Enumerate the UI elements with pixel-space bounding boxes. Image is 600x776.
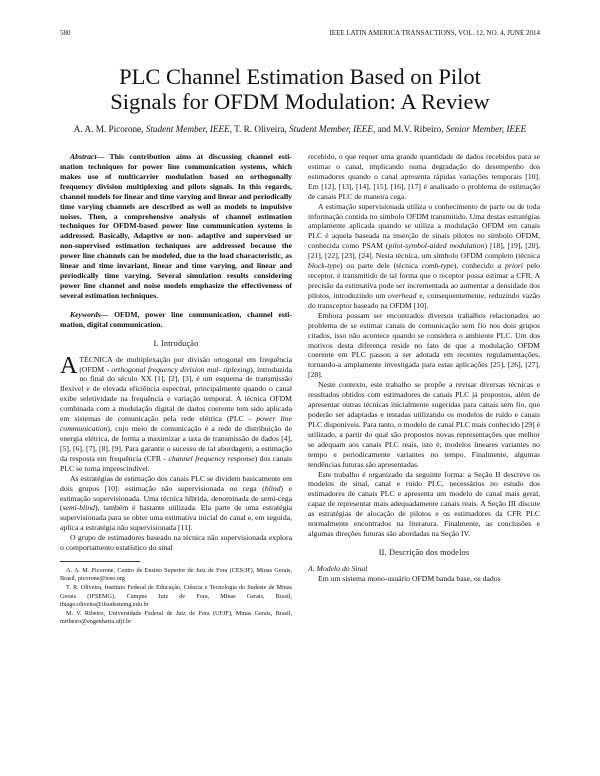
footnote-2: T. R. Oliveira, Instituto Federal de Educação, Ciência e Tecnologia do Sudeste de Minas Gerais (IFSEMG), Campus Juiz de Fora, Minas Gerais, Brasil, thiago.oliveira@ifsudestemg.edu.br xyxy=(60,584,292,608)
abstract xyxy=(60,152,292,301)
paper-title xyxy=(60,64,540,114)
right-paragraph-6: Em um sistema mono-usuário OFDM banda base, os dados xyxy=(318,573,501,583)
italic-term: orthogonal frequency division mul- tiplexing xyxy=(111,364,251,374)
abstract-label: Abstract xyxy=(70,152,97,161)
author-list xyxy=(60,123,540,135)
intro-paragraph-3: O grupo de estimadores baseado na técnica não supervisionada explora o comportamento estatístico do sinal xyxy=(60,533,292,553)
right-paragraph-1: recebido, o que requer uma grande quantidade de dados recebidos para se estimar o canal, implicando numa degradação do desempenho dos estimadores quando o canal apresenta rápidas variações temporais [10]. Em [12], [13], [14], [15], [16], [17] é analisado o problema de estimação de canais PLC de maneira cega. xyxy=(308,152,540,201)
left-column xyxy=(60,152,292,627)
text-run: pelo receptor, é transmitido de tal forma que o receptor possa estimar a CFR. A precisão da estimativa pode ser incrementada ao aumentar a densidade dos pilotos, introduzindo um xyxy=(308,261,540,300)
author-2: , T. R. Oliveira, xyxy=(229,124,287,134)
author-2-role: Student Member, IEEE, xyxy=(289,124,376,134)
text-run: ) dos canais PLC se torna imprescindível. xyxy=(60,453,292,473)
abstract-text: — This contribution aims at discussing channel esti- mation techniques for power line communication systems, which makes use of multicarrier modulation based on orthogonally frequency division multiplexing and pilots signals. In this regards, channel models for linear and time varying and linear and periodically time varying channels are described as well as models to impulsive noises. Then, a comprehensive analysis of channel estimation techniques for OFDM-based power line communication systems is addressed. Basically, Adaptive or non- adaptive and supervised or non-supervised estimation techniques are addressed because the power line channels can be modeled, due to the load characteristic, as linear and time invariant, linear and time varying, and linear and periodically time varying. Several simulation results considering power line channel and noise models emphasize the effectiveness of several estimation techniques. xyxy=(60,152,292,300)
intro-paragraph-1 xyxy=(60,352,292,474)
section-title-models: II. Descrição dos modelos xyxy=(378,547,470,557)
text-run: TÉCNICA de multiplexação por divisão ortogonal em frequência (OFDM - xyxy=(79,354,292,374)
right-paragraph-3: Embora possam ser encontrados diversos trabalhos relacionados ao problema de se estimar canais de comunicação sem fio nos dois grupos citados, isso não acontece quando se considera o ambiente PLC. Um dos motivos desta diferença reside no fato de que a modulação OFDM coerente em PLC passou a ser adotada em recentes regulamentações, tornando-a amplamente investigada para estas aplicações [25], [26], [27], [28]. xyxy=(308,310,540,380)
author-1: A. A. M. Picorone, xyxy=(73,124,144,134)
italic-term: comb-type xyxy=(421,261,454,271)
text-run: ) [18], [19], [20], [21], [22], [23], [24]. Nesta técnica, um símbolo OFDM completo (técnica xyxy=(308,241,540,261)
footnote-3: M. V. Ribeiro, Universidade Federal de Juiz de Fora (UFJF), Minas Gerais, Brasil, mribeiro@engenharia.ufjf.br xyxy=(60,610,292,626)
right-paragraph-5: Este trabalho é organizado da seguinte forma: a Seção II descreve os modelos de sinal, canal e ruído PLC, necessários no estudo dos estimadores de canais PLC e apresenta um modelo de canal mais geral, capaz de representar mais adequadamente canais reais. A Seção III discute as estratégias de alocação de pilotos e os estimadores da CFR PLC normalmente encontrados na literatura. Finalmente, as conclusões e algumas direções futuras são abordadas na Seção IV. xyxy=(308,469,540,539)
text-run: ) ou parte dele (técnica xyxy=(340,261,422,271)
keywords-label: Keywords xyxy=(70,309,101,319)
right-paragraph-2 xyxy=(308,202,540,311)
footnote-rule xyxy=(60,561,140,562)
italic-term: block-type xyxy=(308,261,341,271)
text-run: A estimação supervisionada utiliza o conhecimento de parte ou de toda informação contida no símbolo OFDM transmitido. Uma destas estratégias amplamente aplicada quando se utiliza a modulação OFDM em canais PLC é aquela baseada na inserção de sinais pilotos no símbolo OFDM, conhecida como PSAM ( xyxy=(308,201,540,251)
italic-term: a priori xyxy=(497,261,523,271)
author-3-role: Senior Member, IEEE xyxy=(445,124,527,134)
right-column xyxy=(308,152,540,584)
section-title-introduction: I. Introdução xyxy=(153,338,199,348)
text-run: e, consequentemente, reduzindo vazão do transceptor baseado na OFDM [10]. xyxy=(308,290,540,310)
right-paragraph-4: Neste contexto, este trabalho se propõe a revisar diversas técnicas e resultados obtidos com estimadores de canais PLC já propostos, além de apresentar outras técnicas inicialmente sugeridas para canais sem fio, que poderão ser adaptadas e testadas utilizando os modelos de ruído e canais PLC disponíveis. Para tanto, o modelo de canal PLC mais conhecido [29] é utilizado, a partir do qual são propostos novas representações que melhor se adequam aos canais PLC reais, isto é, modelos lineares variantes no tempo e periodicamente variantes no tempo. Finalmente, algumas tendências futuras são apresentadas. xyxy=(308,380,540,469)
italic-term: overhead xyxy=(388,290,417,300)
subsection-title-signal-model: A. Modelo do Sinal xyxy=(308,563,368,573)
italic-term: power line communication xyxy=(60,414,292,434)
intro-paragraph-2 xyxy=(60,474,292,534)
text-run: ) e estimação supervisionada. Uma técnica híbrida, denominada de semi-cega ( xyxy=(60,483,292,513)
text-run: ), cujo meio de comunicação é a rede de distribuição de energia elétrica, de forma a maximizar a taxa de transmissão de dados [4], [5], [6], [7], [8], [9]. Para garantir o sucesso de tal abordagem, a estimação da resposta em frequência (CFR - xyxy=(60,424,292,463)
text-run: As estratégias de estimação dos canais PLC se dividem basicamente em dois grupos [10]: estimação não supervisionada ou cega ( xyxy=(60,473,292,493)
text-run: ), também é bastante utilizada. Ela parte de uma estratégia supervisionada para se obter uma estimativa inicial do canal e, em seguida, aplica a estratégia não supervisionada [11]. xyxy=(60,503,292,533)
text-run: ), introduzida no final do século XX [1], [2], [3], é um esquema de transmissão flexível e de elevada eficiência espectral, principalmente quando o canal exibe seletividade na frequência e variação temporal. A técnica OFDM combinada com a modulação digital de dados coerente tem sido aplicada em sistemas de comunicação pela rede elétrica (PLC - xyxy=(60,364,292,424)
footnote-1: A. A. M. Picorone, Centro de Ensino Superior de Juiz de Fora (CES/JF), Minas Gerais, Brasil, picorone@ieee.org xyxy=(60,567,292,583)
italic-term: blind xyxy=(264,483,281,493)
text-run: ), conhecido xyxy=(453,261,498,271)
italic-term: pilot-symbol-aided modulation xyxy=(388,241,485,251)
journal-name: IEEE LATIN AMERICA TRANSACTIONS, VOL. 12, NO. 4, JUNE 2014 xyxy=(329,29,540,37)
footnotes xyxy=(60,567,292,626)
keywords xyxy=(60,310,292,330)
running-header xyxy=(60,29,540,39)
keywords-text: — OFDM, power line communication, channel esti- mation, digital communication. xyxy=(60,309,292,329)
drop-cap: A xyxy=(60,352,78,379)
title-line-2: Signals for OFDM Modulation: A Review xyxy=(110,89,490,114)
author-1-role: Student Member, IEEE xyxy=(145,124,230,134)
italic-term: semi-blind xyxy=(62,503,96,513)
title-line-1: PLC Channel Estimation Based on Pilot xyxy=(119,64,481,89)
author-3: and M.V. Ribeiro, xyxy=(375,124,444,134)
italic-term: channel frequency response xyxy=(168,453,255,463)
page-number: 580 xyxy=(60,29,71,37)
